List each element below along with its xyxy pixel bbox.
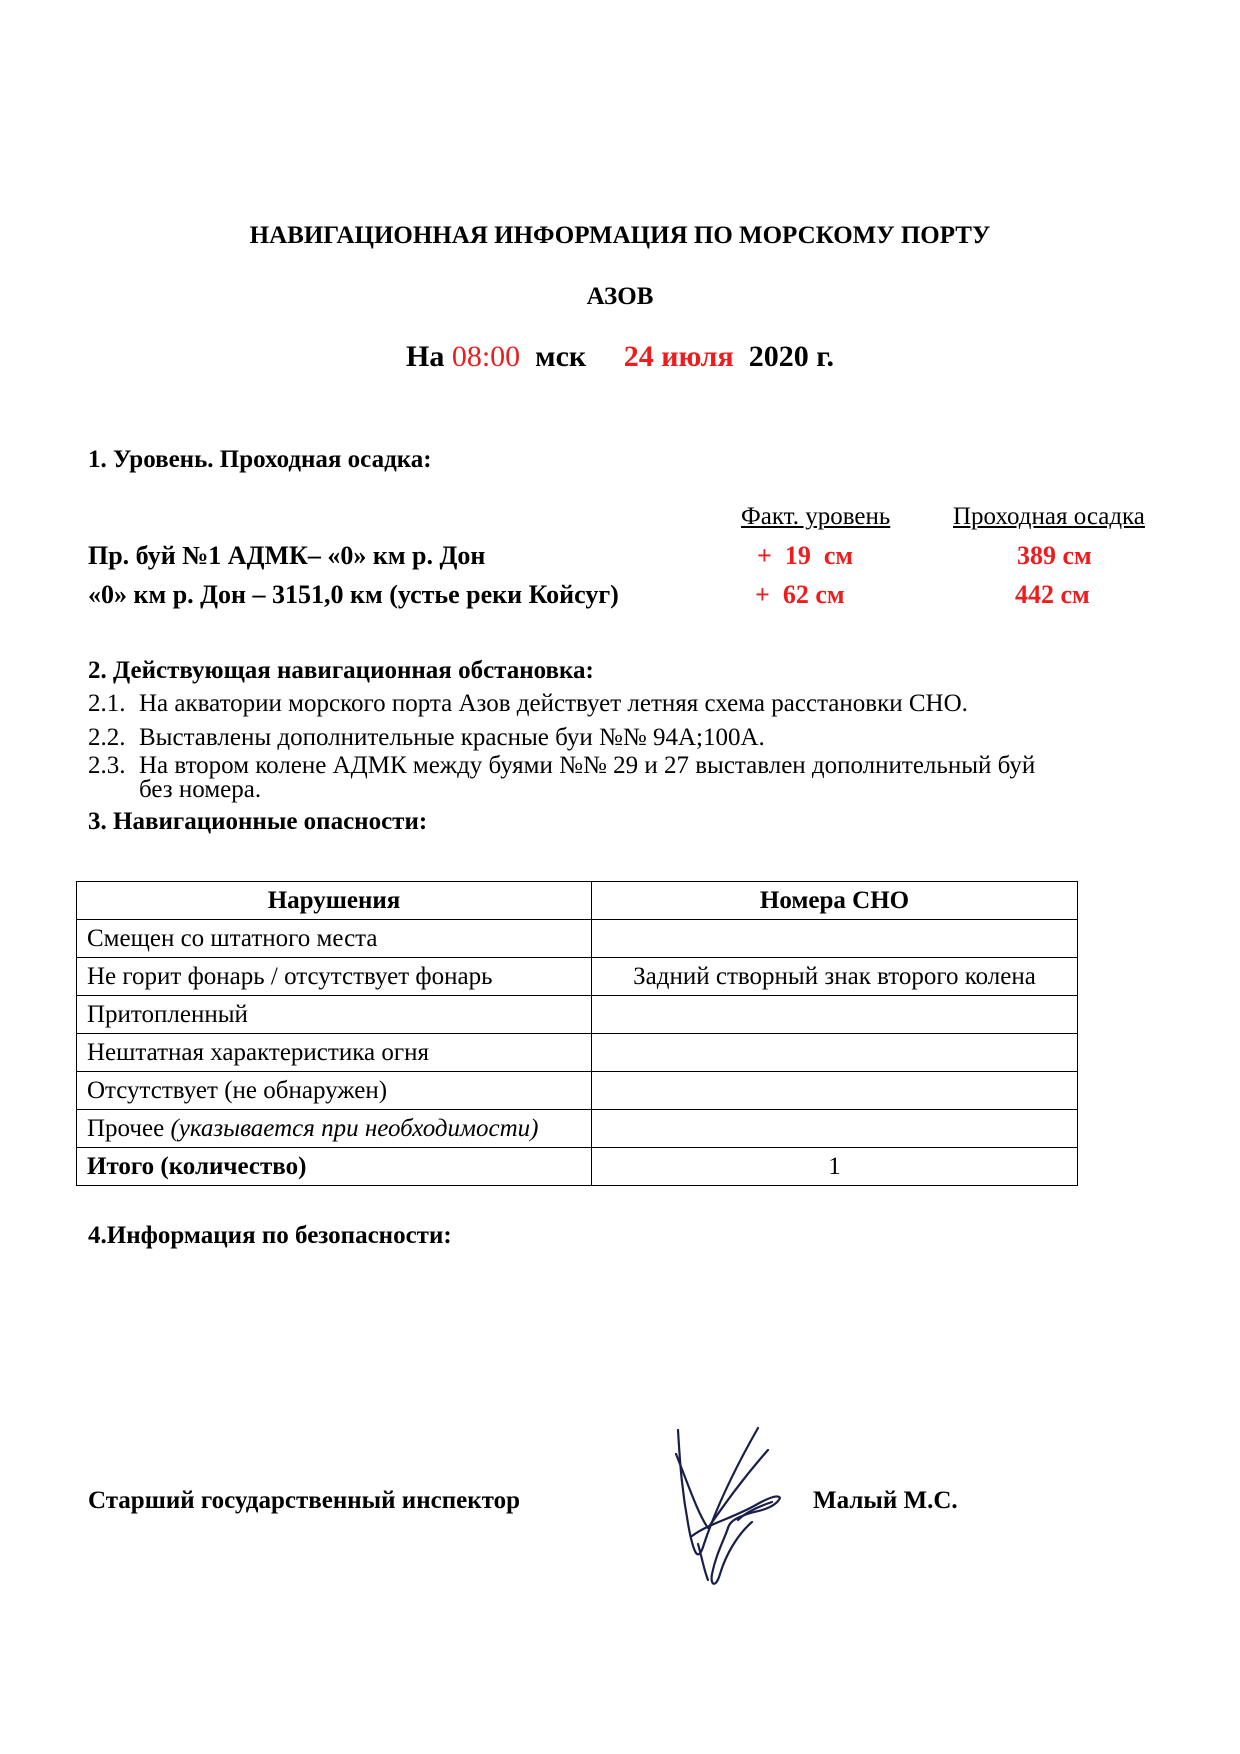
signatory-position: Старший государственный инспектор [88,1487,520,1514]
report-date: 24 июля [623,340,734,373]
section4-heading: 4.Информация по безопасности: [88,1222,452,1249]
document-title: НАВИГАЦИОННАЯ ИНФОРМАЦИЯ ПО МОРСКОМУ ПОРТУ [249,222,991,249]
section3-heading: 3. Навигационные опасности: [88,808,428,835]
report-time: 08:00 [451,340,521,373]
total-value: 1 [592,1148,1078,1186]
column-passing-draft: Проходная осадка [953,503,1145,530]
level-row-2-draft: 442 см [1015,580,1090,609]
handwritten-signature [668,1424,798,1594]
total-label: Итого (количество) [77,1148,592,1186]
table-header-row [77,882,1078,920]
level-row-1-level: + 19 см [757,541,854,570]
report-year: 2020 г. [748,340,834,373]
violation-cell [77,1110,592,1148]
violation-cell: Не горит фонарь / отсутствует фонарь [77,958,592,996]
port-name: АЗОВ [586,283,654,310]
nav-item-2-3-text-cont: без номера. [139,776,262,803]
sno-cell [592,1034,1078,1072]
sno-cell [592,920,1078,958]
level-row-1-name: Пр. буй №1 АДМК– «0» км р. Дон [88,541,486,570]
hazards-table [76,881,1078,1186]
sno-cell: Задний створный знак второго колена [592,958,1078,996]
nav-item-2-1-number: 2.1. [88,690,126,717]
violation-cell: Смещен со штатного места [77,920,592,958]
nav-item-2-3-text: На втором колене АДМК между буями №№ 29 и 27 выставлен дополнительный буй [139,752,1036,779]
header-violations: Нарушения [77,882,592,920]
table-row [77,1034,1078,1072]
table-row [77,920,1078,958]
section1-heading: 1. Уровень. Проходная осадка: [88,446,432,473]
violation-other-note: (указывается при необходимости) [170,1115,539,1142]
sno-cell [592,1110,1078,1148]
level-row-1-draft: 389 см [1017,541,1092,570]
column-fact-level: Факт. уровень [741,503,891,530]
section2-heading: 2. Действующая навигационная обстановка: [88,657,594,684]
table-row [77,1072,1078,1110]
violation-other-label: Прочее [87,1115,165,1142]
report-datetime [0,340,1240,374]
signatory-name: Малый М.С. [813,1487,958,1514]
table-row [77,1110,1078,1148]
sno-cell [592,1072,1078,1110]
violation-cell: Притопленный [77,996,592,1034]
header-sno-numbers: Номера СНО [592,882,1078,920]
level-row-2-name: «0» км р. Дон – 3151,0 км (устье реки Койсуг) [88,580,619,609]
timezone-label: мск [535,340,587,373]
level-row-2-level: + 62 см [755,580,845,609]
table-row [77,958,1078,996]
table-total-row [77,1148,1078,1186]
table-row [77,996,1078,1034]
nav-item-2-1-text: На акватории морского порта Азов действует летняя схема расстановки СНО. [139,690,968,717]
nav-item-2-2-number: 2.2. [88,724,126,751]
sno-cell [592,996,1078,1034]
violation-cell: Отсутствует (не обнаружен) [77,1072,592,1110]
datetime-prefix: На [405,340,445,373]
nav-item-2-3-number: 2.3. [88,752,126,779]
nav-item-2-2-text: Выставлены дополнительные красные буи №№ 94А;100А. [139,724,765,751]
violation-cell: Нештатная характеристика огня [77,1034,592,1072]
